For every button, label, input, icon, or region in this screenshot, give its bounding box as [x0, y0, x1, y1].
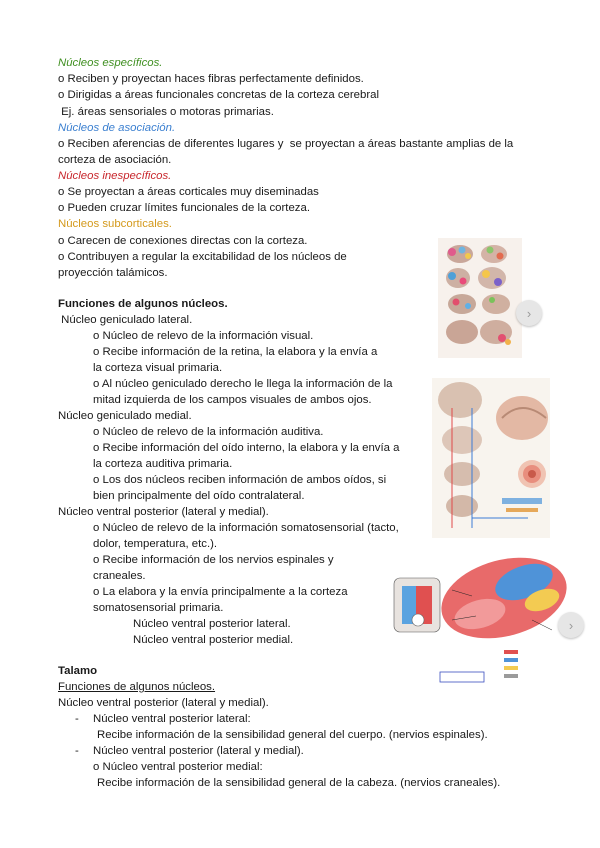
text-line: o La elabora y la envía principalmente a la corteza [93, 586, 348, 598]
text-line: o Reciben aferencias de diferentes lugares y se proyectan a áreas bastante amplias de la [58, 138, 514, 150]
text-line: o Núcleo de relevo de la información auditiva. [93, 426, 324, 438]
text-line: Núcleo ventral posterior lateral. [133, 618, 291, 630]
subheading-geniculado-medial: Núcleo geniculado medial. [58, 410, 192, 422]
chevron-right-icon[interactable]: › [558, 612, 584, 638]
chevron-right-icon[interactable]: › [516, 300, 542, 326]
text-line: la corteza auditiva primaria. [93, 458, 233, 470]
text-line: o Recibe información de la retina, la elabora y la envía a [93, 346, 378, 358]
subheading-geniculado-lateral: Núcleo geniculado lateral. [58, 314, 193, 326]
text-line: Ej. áreas sensoriales o motoras primarias. [58, 106, 274, 118]
text-line: o Reciben y proyectan haces fibras perfectamente definidos. [58, 73, 364, 85]
text-line: mitad izquierda de los campos visuales de ambos ojos. [93, 394, 372, 406]
text-line: Recibe información de la sensibilidad general de la cabeza. (nervios craneales). [97, 777, 501, 789]
text-line: Recibe información de la sensibilidad general del cuerpo. (nervios espinales). [97, 729, 488, 741]
heading-nucleos-inespecificos: Núcleos inespecíficos. [58, 170, 172, 182]
text-line: Núcleo ventral posterior (lateral y medial). [58, 697, 269, 709]
subheading-funciones-talamo: Funciones de algunos núcleos. [58, 681, 216, 693]
text-line: bien principalmente del oído contralateral. [93, 490, 305, 502]
text-line: o Recibe información del oído interno, la elabora y la envía a [93, 442, 400, 454]
text-line: o Carecen de conexiones directas con la corteza. [58, 235, 308, 247]
thalamus-image [392, 550, 570, 684]
text-line: o Núcleo de relevo de la información visual. [93, 330, 314, 342]
text-line: o Núcleo ventral posterior medial: [93, 761, 263, 773]
text-line: o Recibe información de los nervios espinales y [93, 554, 334, 566]
text-line: dolor, temperatura, etc.). [93, 538, 218, 550]
bullet-dash: - [75, 713, 79, 725]
text-line: Núcleo ventral posterior lateral: [93, 713, 251, 725]
subheading-ventral-posterior: Núcleo ventral posterior (lateral y medial). [58, 506, 269, 518]
text-line: o Pueden cruzar límites funcionales de la corteza. [58, 202, 310, 214]
text-line: proyección talámicos. [58, 267, 168, 279]
brain-sections-image [438, 238, 522, 358]
heading-talamo: Talamo [58, 665, 98, 677]
text-line: o Dirigidas a áreas funcionales concretas de la corteza cerebral [58, 89, 380, 101]
text-line: o Se proyectan a áreas corticales muy diseminadas [58, 186, 319, 198]
heading-funciones: Funciones de algunos núcleos. [58, 298, 228, 310]
text-line: o Al núcleo geniculado derecho le llega la información de la [93, 378, 393, 390]
text-line: somatosensorial primaria. [93, 602, 224, 614]
text-line: craneales. [93, 570, 146, 582]
heading-nucleos-especificos: Núcleos específicos. [58, 57, 163, 69]
heading-nucleos-asociacion: Núcleos de asociación. [58, 122, 176, 134]
text-line: o Los dos núcleos reciben información de ambos oídos, si [93, 474, 387, 486]
bullet-dash: - [75, 745, 79, 757]
auditory-pathway-image [432, 378, 550, 538]
text-line: Núcleo ventral posterior (lateral y medial). [93, 745, 304, 757]
heading-nucleos-subcorticales: Núcleos subcorticales. [58, 218, 172, 230]
text-line: corteza de asociación. [58, 154, 172, 166]
text-line: la corteza visual primaria. [93, 362, 223, 374]
text-line: o Núcleo de relevo de la información somatosensorial (tacto, [93, 522, 399, 534]
text-line: Núcleo ventral posterior medial. [133, 634, 294, 646]
text-line: o Contribuyen a regular la excitabilidad de los núcleos de [58, 251, 347, 263]
